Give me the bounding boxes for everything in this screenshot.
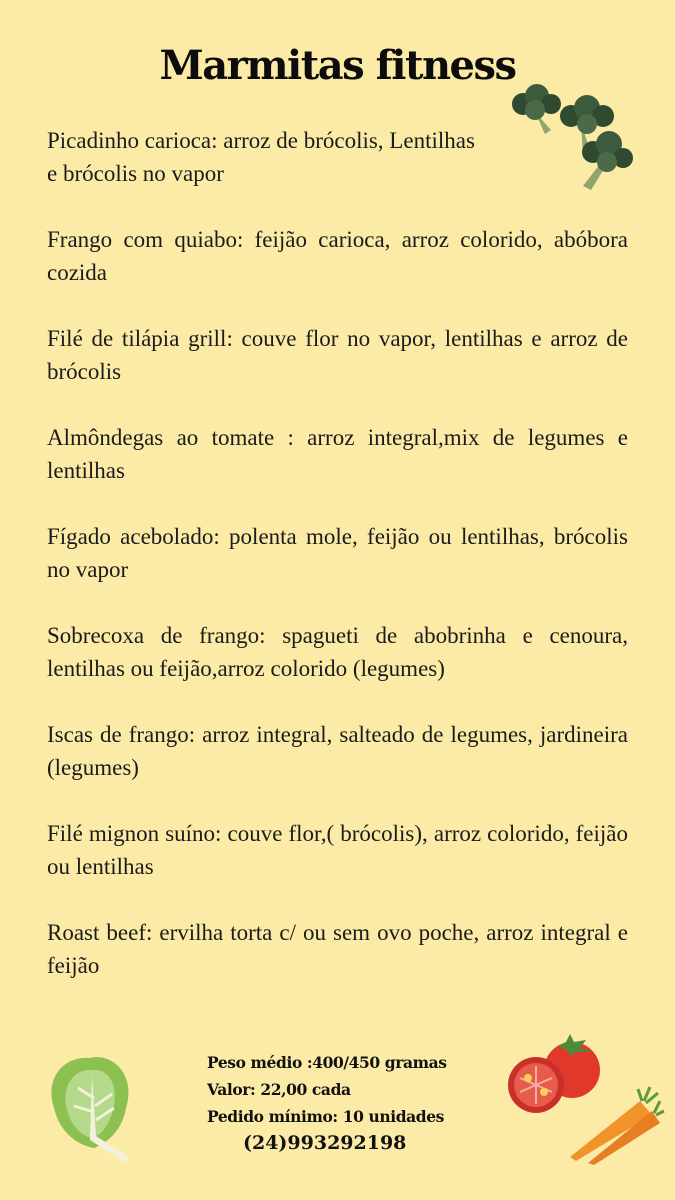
carrot-icon bbox=[560, 1085, 665, 1165]
menu-item: Picadinho carioca: arroz de brócolis, Lentilhas e brócolis no vapor bbox=[47, 128, 475, 186]
order-info bbox=[207, 1049, 497, 1157]
lettuce-icon bbox=[44, 1048, 139, 1163]
phone-number: (24)993292198 bbox=[243, 1132, 407, 1154]
menu-item: Iscas de frango: arroz integral, salteado de legumes, jardineira (legumes) bbox=[47, 722, 628, 780]
menu-list bbox=[47, 124, 628, 1015]
menu-item: Fígado acebolado: polenta mole, feijão ou lentilhas, brócolis no vapor bbox=[47, 524, 628, 582]
menu-item: Frango com quiabo: feijão carioca, arroz colorido, abóbora cozida bbox=[47, 227, 628, 285]
menu-item: Filé de tilápia grill: couve flor no vapor, lentilhas e arroz de brócolis bbox=[47, 326, 628, 384]
menu-item: Roast beef: ervilha torta c/ ou sem ovo poche, arroz integral e feijão bbox=[47, 920, 628, 978]
minimum-order: Pedido mínimo: 10 unidades bbox=[207, 1107, 445, 1126]
page-title: Marmitas fitness bbox=[159, 42, 516, 89]
menu-item: Filé mignon suíno: couve flor,( brócolis), arroz colorido, feijão ou lentilhas bbox=[47, 821, 628, 879]
menu-item: Almôndegas ao tomate : arroz integral,mix de legumes e lentilhas bbox=[47, 425, 628, 483]
average-weight: Peso médio :400/450 gramas bbox=[207, 1053, 447, 1072]
menu-item: Sobrecoxa de frango: spagueti de abobrinha e cenoura, lentilhas ou feijão,arroz colorido (legumes) bbox=[47, 623, 628, 681]
price: Valor: 22,00 cada bbox=[207, 1080, 351, 1099]
